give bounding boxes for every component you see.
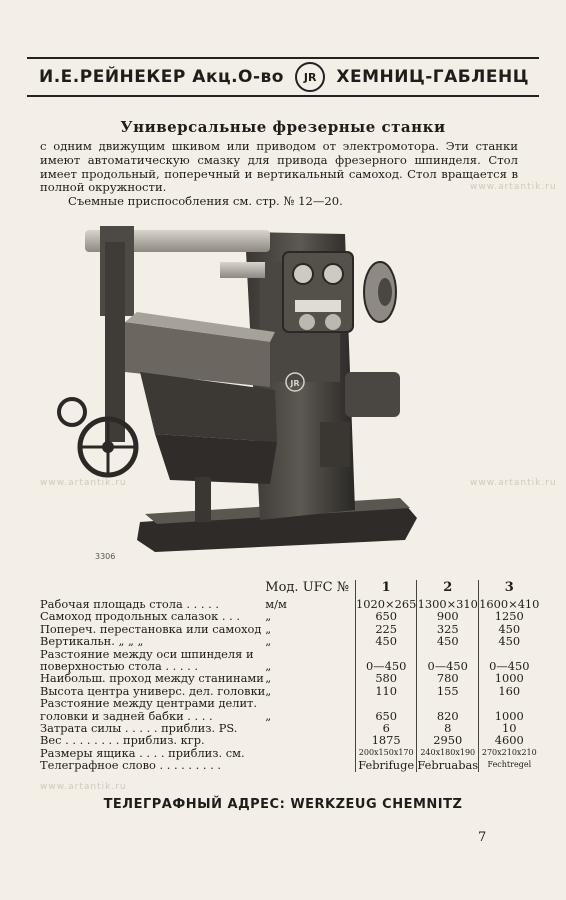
spec-unit: „ — [265, 621, 272, 636]
spec-value: 4600 — [479, 734, 540, 746]
spec-value: 820 — [417, 710, 479, 722]
spec-value: 0—450 — [356, 660, 417, 672]
intro-reference: Съемные приспособления см. стр. № 12—20. — [68, 194, 343, 209]
spec-label: Телеграфное слово . . . . . . . . . — [40, 758, 222, 773]
spec-value: 650 — [356, 710, 417, 722]
spec-row — [40, 672, 539, 684]
spec-value: 650 — [356, 610, 417, 622]
company-location: ХЕМНИЦ-ГАБЛЕНЦ — [336, 67, 529, 87]
spec-label: головки и задней бабки . . . . — [40, 708, 213, 723]
company-header — [27, 57, 539, 97]
telegraph-address: ТЕЛЕГРАФНЫЙ АДРЕС: WERKZEUG CHEMNITZ — [103, 797, 463, 812]
spec-unit — [265, 747, 355, 759]
spec-label: Разстояние между оси шпинделя и — [40, 646, 254, 661]
spec-value: 240x180x190 — [417, 747, 479, 759]
spec-value: 1300×310 — [417, 597, 478, 611]
spec-value: 1600×410 — [479, 597, 540, 611]
spec-value: Februabas — [417, 758, 479, 773]
spec-unit: „ — [265, 671, 272, 686]
company-logo: JR — [295, 62, 325, 92]
spec-value: 1020×265 — [356, 597, 417, 611]
spec-value: 1875 — [356, 734, 417, 746]
model-label: Мод. UFC № — [265, 580, 350, 595]
spec-value: 1000 — [479, 672, 540, 684]
spec-unit: „ — [265, 659, 272, 674]
watermark: www.artantik.ru — [40, 478, 127, 488]
intro-text — [40, 140, 518, 209]
spec-row — [40, 759, 539, 771]
spec-value: 155 — [417, 685, 479, 697]
milling-machine-illustration — [45, 222, 445, 572]
spec-unit — [265, 697, 355, 709]
spec-row — [40, 635, 539, 647]
model-number: 3 — [479, 580, 540, 598]
spec-value: 1000 — [479, 710, 540, 722]
spec-row — [40, 610, 539, 622]
spec-label: Наибольш. проход между станинами — [40, 671, 264, 686]
spec-unit: „ — [265, 708, 272, 723]
spec-label: Рабочая площадь стола . . . . . — [40, 597, 219, 611]
intro-paragraph: с одним движущим шкивом или приводом от электромотора. Эти станки имеют автоматическую смазку для привода фрезерного шпинделя. Стол имеет продольный, поперечный и вертикальный самоход. Стол вращается в полной окружности. — [40, 139, 518, 195]
spec-value: 110 — [356, 685, 417, 697]
spec-value: 270x210x210 — [479, 747, 540, 759]
spec-value: 2950 — [417, 734, 479, 746]
spec-value: 450 — [356, 635, 417, 647]
spec-label: Затрата силы . . . . . приблиз. PS. — [40, 721, 238, 736]
spec-value: 8 — [417, 722, 479, 734]
spec-value: 0—450 — [417, 660, 479, 672]
page-title: Универсальные фрезерные станки — [120, 118, 446, 136]
specification-table — [40, 580, 540, 773]
model-number: 1 — [356, 580, 417, 598]
spec-value: Febrifuge — [356, 759, 417, 771]
spec-value: 225 — [356, 623, 417, 635]
spec-value: 6 — [356, 722, 417, 734]
spec-value: 1250 — [479, 610, 540, 622]
spec-value: 450 — [479, 635, 540, 647]
spec-label: Попереч. перестановка или самоход — [40, 621, 262, 636]
spec-row — [40, 697, 539, 709]
spec-value — [417, 697, 479, 709]
watermark: www.artantik.ru — [40, 782, 127, 792]
spec-value: 780 — [417, 672, 479, 684]
watermark: www.artantik.ru — [470, 182, 557, 192]
spec-label: Размеры ящика . . . . приблиз. см. — [40, 745, 245, 760]
spec-value: 450 — [479, 623, 540, 635]
model-number: 2 — [417, 580, 479, 598]
spec-value: 10 — [479, 722, 540, 734]
spec-unit: м/м — [265, 597, 287, 611]
spec-label: поверхностью стола . . . . . — [40, 659, 198, 674]
spec-value: 325 — [417, 623, 479, 635]
spec-unit: „ — [265, 634, 272, 649]
spec-label: Вес . . . . . . . . приблиз. кгр. — [40, 733, 205, 748]
page-number: 7 — [478, 830, 487, 845]
spec-value — [356, 697, 417, 709]
spec-unit: „ — [265, 683, 272, 698]
spec-unit — [265, 722, 355, 734]
spec-value: 580 — [356, 672, 417, 684]
spec-unit — [265, 734, 355, 746]
spec-label: Самоход продольных салазок . . . — [40, 609, 241, 624]
spec-row — [40, 734, 539, 746]
spec-value: 160 — [479, 685, 540, 697]
spec-value: 900 — [417, 610, 479, 622]
company-name: И.Е.РЕЙНЕКЕР Акц.О-во — [39, 67, 284, 87]
spec-value: 450 — [417, 635, 479, 647]
spec-value: Fechtregel — [479, 759, 540, 771]
spec-unit — [265, 648, 355, 660]
spec-value: 0—450 — [479, 660, 540, 672]
machine-logo: JR — [290, 379, 300, 388]
spec-label: Высота центра универс. дел. головки — [40, 683, 266, 698]
spec-label: Разстояние между центрами делит. — [40, 696, 257, 711]
spec-value: 200x150x170 — [356, 747, 417, 759]
spec-value — [479, 697, 540, 709]
spec-unit — [265, 759, 355, 771]
spec-label: Вертикальн. „ „ „ — [40, 634, 144, 649]
watermark: www.artantik.ru — [470, 478, 557, 488]
spec-header-row — [40, 580, 539, 598]
spec-unit: „ — [265, 609, 272, 624]
plate-number: 3306 — [95, 552, 116, 561]
